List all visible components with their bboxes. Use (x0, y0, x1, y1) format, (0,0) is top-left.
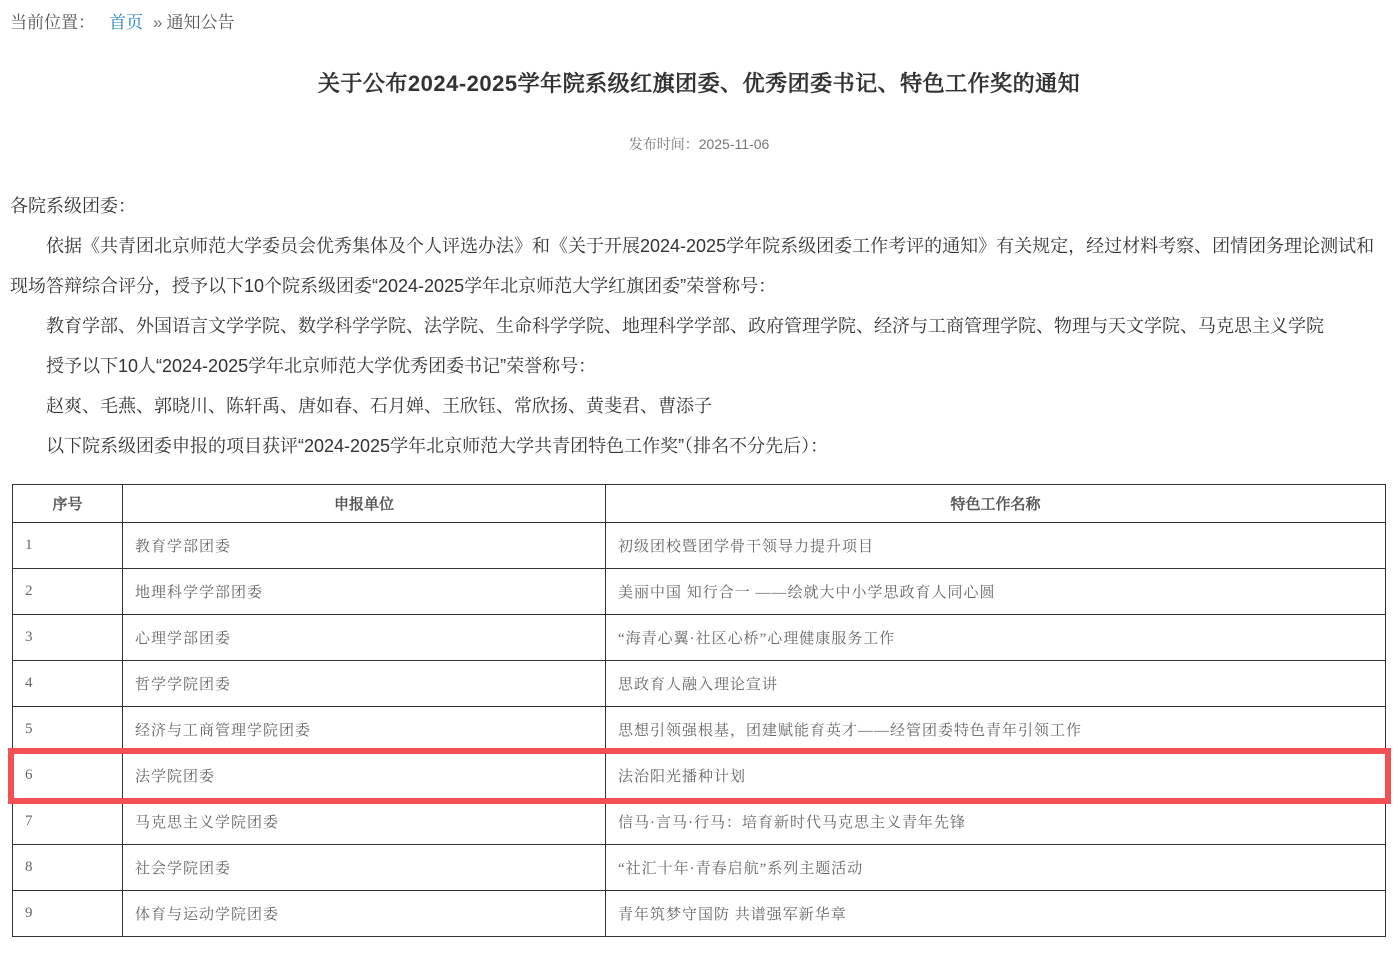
unit-cell: 哲学学院团委 (123, 661, 606, 707)
row-number-cell: 7 (13, 799, 123, 845)
table-row (13, 707, 1386, 753)
row-number-cell: 3 (13, 615, 123, 661)
table-row (13, 845, 1386, 891)
table-row (13, 569, 1386, 615)
work-name-cell: 初级团校暨团学骨干领导力提升项目 (606, 523, 1386, 569)
breadcrumb-home-link[interactable]: 首页 (109, 13, 143, 32)
work-name-cell: 信马·言马·行马：培育新时代马克思主义青年先锋 (606, 799, 1386, 845)
breadcrumb-current: 通知公告 (166, 13, 235, 32)
breadcrumb (0, 0, 1398, 33)
paragraph-5: 赵爽、毛燕、郭晓川、陈轩禹、唐如春、石月婵、王欣钰、常欣扬、黄斐君、曹添子 (46, 396, 712, 416)
article-body (0, 186, 1398, 466)
row-number-cell: 5 (13, 707, 123, 753)
paragraph-6: 以下院系级团委申报的项目获评“2024-2025学年北京师范大学共青团特色工作奖”（排名不分先后）： (46, 436, 829, 456)
row-number-cell: 8 (13, 845, 123, 891)
column-header-2: 申报单位 (123, 485, 606, 523)
unit-cell: 体育与运动学院团委 (123, 891, 606, 937)
table-row (13, 799, 1386, 845)
unit-cell: 法学院团委 (123, 753, 606, 799)
work-name-cell: 美丽中国 知行合一 ——绘就大中小学思政育人同心圆 (606, 569, 1386, 615)
table-row (13, 753, 1386, 799)
publish-date: 2025-11-06 (698, 136, 770, 152)
row-number-cell: 1 (13, 523, 123, 569)
table-row (13, 523, 1386, 569)
work-name-cell: 思政育人融入理论宣讲 (606, 661, 1386, 707)
paragraph-3: 教育学部、外国语言文学学院、数学科学学院、法学院、生命科学学院、地理科学学部、政府管理学院、经济与工商管理学院、物理与天文学院、马克思主义学院 (46, 316, 1324, 336)
column-header-3: 特色工作名称 (606, 485, 1386, 523)
table-row (13, 615, 1386, 661)
row-number-cell: 4 (13, 661, 123, 707)
unit-cell: 教育学部团委 (123, 523, 606, 569)
paragraph-1: 各院系级团委： (10, 196, 136, 216)
table-row (13, 891, 1386, 937)
awards-table (12, 484, 1386, 937)
column-header-1: 序号 (13, 485, 123, 523)
publish-info (0, 134, 1398, 154)
work-name-cell: 思想引领强根基，团建赋能育英才——经管团委特色青年引领工作 (606, 707, 1386, 753)
paragraph-4: 授予以下10人“2024-2025学年北京师范大学优秀团委书记”荣誉称号： (46, 356, 597, 376)
unit-cell: 马克思主义学院团委 (123, 799, 606, 845)
breadcrumb-label: 当前位置： (10, 13, 95, 32)
work-name-cell: “海青心翼·社区心桥”心理健康服务工作 (606, 615, 1386, 661)
unit-cell: 经济与工商管理学院团委 (123, 707, 606, 753)
unit-cell: 地理科学学部团委 (123, 569, 606, 615)
row-number-cell: 6 (13, 753, 123, 799)
unit-cell: 社会学院团委 (123, 845, 606, 891)
work-name-cell: 青年筑梦守国防 共谱强军新华章 (606, 891, 1386, 937)
work-name-cell: 法治阳光播种计划 (606, 753, 1386, 799)
unit-cell: 心理学部团委 (123, 615, 606, 661)
row-number-cell: 2 (13, 569, 123, 615)
page-title: 关于公布2024-2025学年院系级红旗团委、优秀团委书记、特色工作奖的通知 (317, 71, 1081, 96)
table-header-row (13, 485, 1386, 523)
paragraph-2: 依据《共青团北京师范大学委员会优秀集体及个人评选办法》和《关于开展2024-2025学年院系级团委工作考评的通知》有关规定，经过材料考察、团情团务理论测试和现场答辩综合评分，授予以下10个院系级团委“2024-2025学年北京师范大学红旗团委”荣誉称号： (10, 236, 1375, 296)
row-number-cell: 9 (13, 891, 123, 937)
table-row (13, 661, 1386, 707)
publish-label: 发布时间： (628, 136, 699, 152)
breadcrumb-separator: » (153, 13, 163, 32)
work-name-cell: “社汇十年·青春启航”系列主题活动 (606, 845, 1386, 891)
